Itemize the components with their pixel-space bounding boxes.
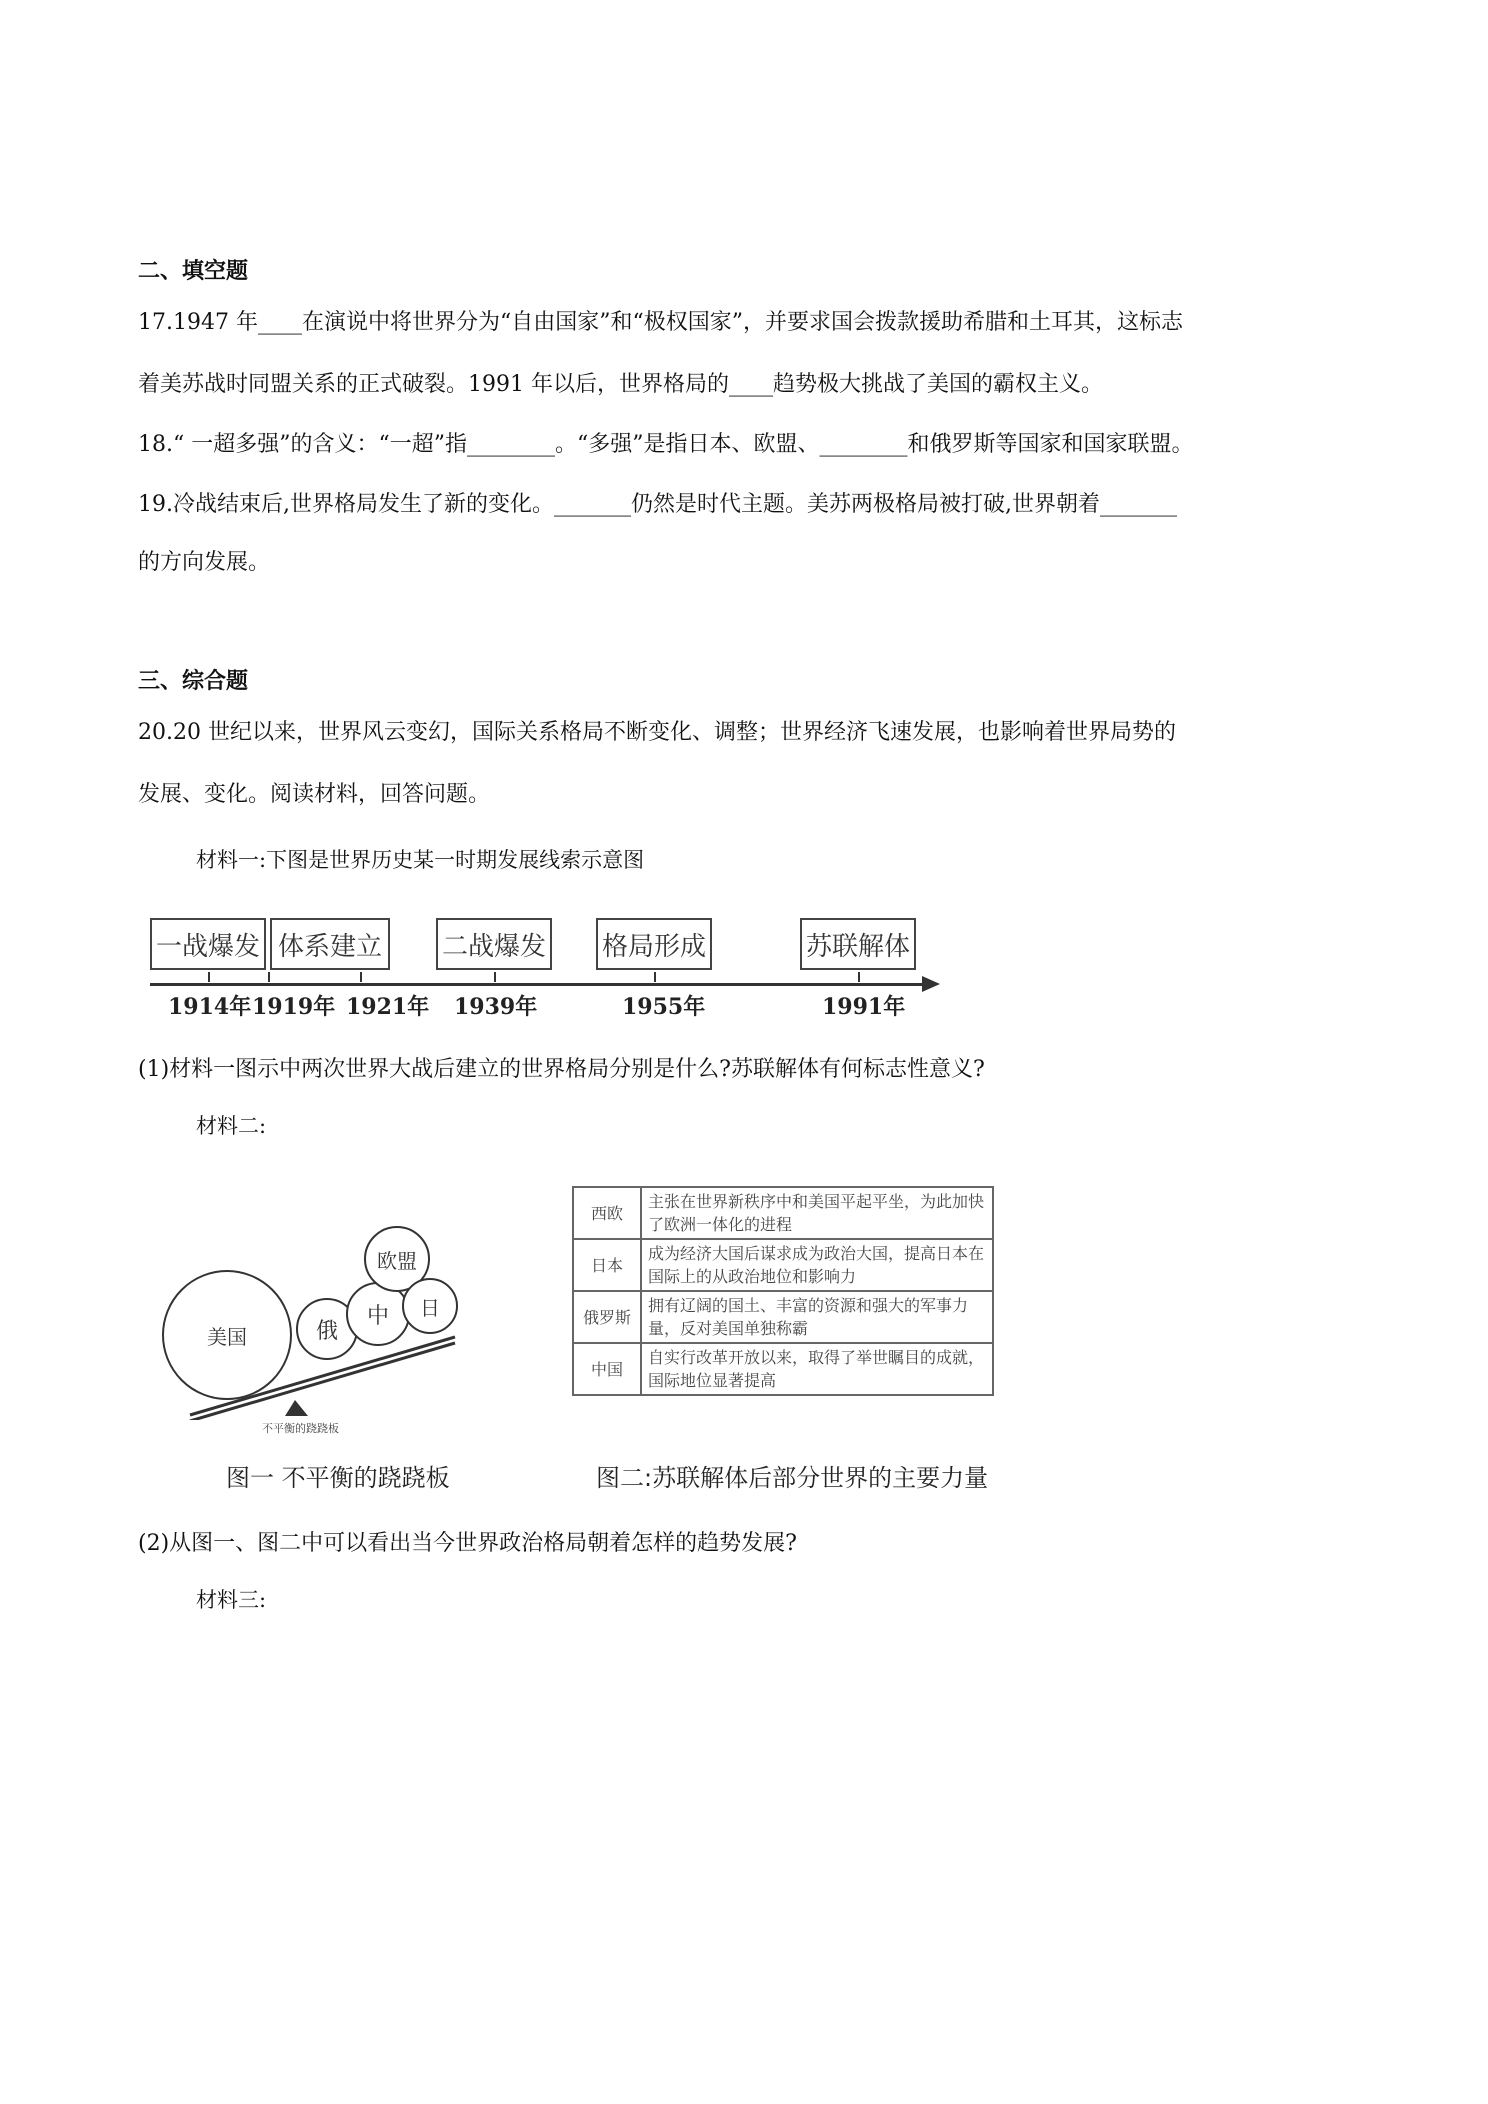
timeline-box-pattern: 格局形成 (596, 918, 712, 970)
forces-row-name: 俄罗斯 (573, 1291, 641, 1343)
forces-row-name: 中国 (573, 1343, 641, 1395)
timeline-axis (150, 983, 930, 986)
question-19-line-2: 的方向发展。 (138, 550, 271, 575)
timeline-box-ww1: 一战爆发 (150, 918, 266, 970)
sub-question-2: (2)从图一、图二中可以看出当今世界政治格局朝着怎样的趋势发展? (138, 1531, 797, 1556)
section-title-comprehensive: 三、综合题 (138, 669, 249, 694)
timeline-year-1919: 1919年 (252, 994, 336, 1020)
circle-usa: 美国 (162, 1270, 292, 1400)
section-title-fill-blank: 二、填空题 (138, 259, 249, 284)
sub-question-1: (1)材料一图示中两次世界大战后建立的世界格局分别是什么?苏联解体有何标志性意义? (138, 1057, 985, 1082)
timeline-tick (268, 972, 270, 982)
timeline-year-1939: 1939年 (454, 994, 538, 1020)
question-19-line-1: 19.冷战结束后,世界格局发生了新的变化。_______仍然是时代主题。美苏两极格局被打破,世界朝着_______ (138, 492, 1177, 517)
material-2-label: 材料二: (196, 1114, 267, 1138)
circle-china: 中 (346, 1282, 410, 1346)
question-20-line-2: 发展、变化。阅读材料，回答问题。 (138, 782, 491, 807)
forces-table (572, 1186, 994, 1396)
circle-russia: 俄 (296, 1298, 358, 1360)
material-1-label: 材料一:下图是世界历史某一时期发展线索示意图 (196, 848, 645, 872)
seesaw-fulcrum (285, 1400, 308, 1416)
forces-row-name: 日本 (573, 1239, 641, 1291)
circle-eu: 欧盟 (364, 1226, 430, 1292)
timeline-tick (654, 972, 656, 982)
forces-row-description: 拥有辽阔的国土、丰富的资源和强大的军事力量，反对美国单独称霸 (641, 1291, 993, 1343)
forces-row (573, 1291, 993, 1343)
forces-row (573, 1187, 993, 1239)
seesaw-label: 不平衡的跷跷板 (262, 1422, 339, 1435)
timeline-tick (858, 972, 860, 982)
figure-1-caption: 图一 不平衡的跷跷板 (226, 1464, 450, 1492)
forces-row (573, 1239, 993, 1291)
timeline-arrow-head (922, 976, 940, 992)
timeline-box-system: 体系建立 (270, 918, 390, 970)
timeline-tick (360, 972, 362, 982)
figure-2-caption: 图二:苏联解体后部分世界的主要力量 (596, 1464, 989, 1492)
forces-row-name: 西欧 (573, 1187, 641, 1239)
forces-row-description: 主张在世界新秩序中和美国平起平坐，为此加快了欧洲一体化的进程 (641, 1187, 993, 1239)
forces-row-description: 自实行改革开放以来，取得了举世瞩目的成就，国际地位显著提高 (641, 1343, 993, 1395)
timeline-year-1991: 1991年 (822, 994, 906, 1020)
timeline-year-1914: 1914年 (168, 994, 252, 1020)
timeline-box-ww2: 二战爆发 (436, 918, 552, 970)
question-17-line-2: 着美苏战时同盟关系的正式破裂。1991 年以后，世界格局的____趋势极大挑战了美国的霸权主义。 (138, 372, 1103, 397)
question-20-line-1: 20.20 世纪以来，世界风云变幻，国际关系格局不断变化、调整；世界经济飞速发展，也影响着世界局势的 (138, 720, 1176, 745)
timeline-year-1955: 1955年 (622, 994, 706, 1020)
timeline-tick (494, 972, 496, 982)
forces-row-description: 成为经济大国后谋求成为政治大国，提高日本在国际上的从政治地位和影响力 (641, 1239, 993, 1291)
timeline-box-ussr-collapse: 苏联解体 (800, 918, 916, 970)
forces-row (573, 1343, 993, 1395)
timeline-tick (208, 972, 210, 982)
timeline-year-1921: 1921年 (346, 994, 430, 1020)
question-18-line-1: 18.“ 一超多强”的含义：“一超”指________。“多强”是指日本、欧盟、________和俄罗斯等国家和国家联盟。 (138, 432, 1194, 457)
circle-japan: 日 (402, 1278, 458, 1334)
material-3-label: 材料三: (196, 1588, 267, 1612)
question-17-line-1: 17.1947 年____在演说中将世界分为“自由国家”和“极权国家”，并要求国会拨款援助希腊和土耳其，这标志 (138, 310, 1183, 335)
